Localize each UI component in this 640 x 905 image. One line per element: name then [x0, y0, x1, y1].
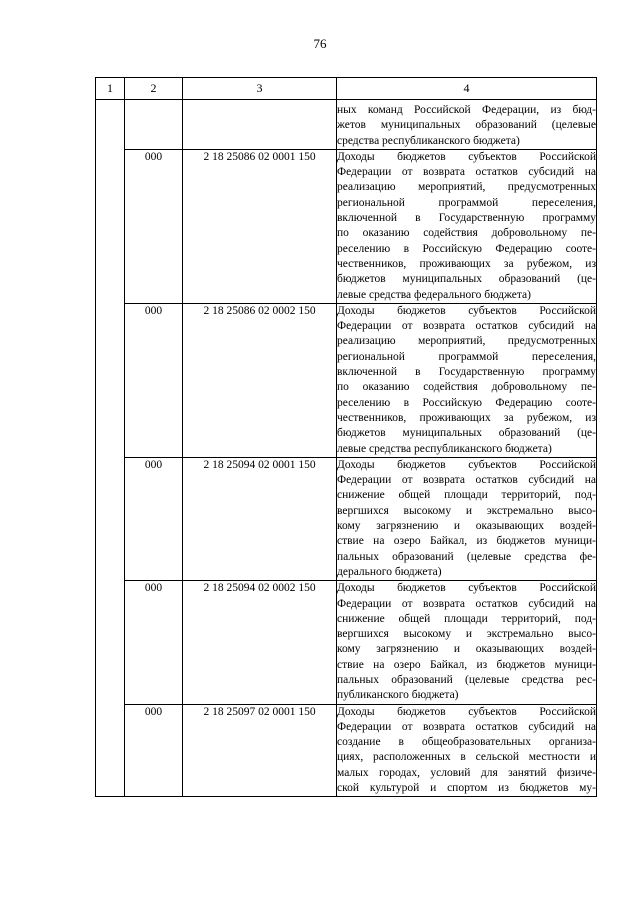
column-header-3: 3: [183, 78, 337, 100]
description-line: ных команд Российской Федерации, из бюд-: [337, 104, 596, 116]
description-line: средства республиканского бюджета): [337, 134, 520, 147]
column-header-4: 4: [337, 78, 597, 100]
table-row: [96, 457, 597, 580]
description-line: дерального бюджета): [337, 565, 442, 578]
description-line: чественников, проживающих за рубежом, из: [337, 257, 596, 270]
description-line: циях, расположенных в сельской местности и: [337, 751, 596, 764]
revenue-code-cell: 2 18 25086 02 0002 150: [183, 303, 337, 457]
description-line: жетов муниципальных образований (целевые: [337, 119, 596, 132]
description-line: кому загрязнению и оказывающих воздей-: [337, 643, 596, 656]
description-line: Федерации от возврата остатков субсидий на: [337, 474, 596, 487]
description-cell: [337, 100, 597, 150]
description-line: пальных образований (целевые средства фе-: [337, 550, 596, 563]
description-line: кому загрязнению и оказывающих воздей-: [337, 520, 596, 533]
admin-code-cell: 000: [125, 581, 183, 704]
description-line: малых городах, условий для занятий физиче-: [337, 766, 596, 779]
description-line: Доходы бюджетов субъектов Российской: [337, 582, 596, 595]
description-line: региональной программой переселения,: [337, 350, 596, 363]
description-line: реселению в Российскую Федерацию сооте-: [337, 396, 596, 409]
revenue-code-cell: 2 18 25086 02 0001 150: [183, 149, 337, 303]
description-line: пальных образований (целевые средства рес-: [337, 673, 596, 686]
description-line: левые средства федерального бюджета): [337, 288, 531, 301]
revenue-code-cell: [183, 100, 337, 150]
description-line: реселению в Российскую Федерацию сооте-: [337, 242, 596, 255]
budget-classification-table: [95, 77, 597, 797]
revenue-code-cell: 2 18 25094 02 0002 150: [183, 581, 337, 704]
group-column-cell: [96, 100, 125, 797]
revenue-code-cell: 2 18 25097 02 0001 150: [183, 704, 337, 797]
admin-code-cell: 000: [125, 149, 183, 303]
description-line: снижение общей площади территорий, под-: [337, 612, 596, 625]
description-line: ствие на озеро Байкал, из бюджетов муници-: [337, 658, 596, 671]
description-line: региональной программой переселения,: [337, 196, 596, 209]
description-cell: [337, 149, 597, 303]
column-header-1: 1: [96, 78, 125, 100]
description-line: левые средства республиканского бюджета): [337, 442, 552, 455]
description-line: ствие на озеро Байкал, из бюджетов муници-: [337, 535, 596, 548]
revenue-code-cell: 2 18 25094 02 0001 150: [183, 457, 337, 580]
admin-code-cell: 000: [125, 457, 183, 580]
description-line: Федерации от возврата остатков субсидий на: [337, 597, 596, 610]
table-row: [96, 149, 597, 303]
description-line: вергшихся высокому и экстремально высо-: [337, 628, 596, 641]
description-line: публиканского бюджета): [337, 689, 459, 702]
description-line: по оказанию содействия добровольному пе-: [337, 381, 596, 394]
page-number: 76: [313, 36, 327, 51]
table-row: [96, 581, 597, 704]
description-line: бюджетов муниципальных образований (це-: [337, 427, 596, 440]
description-line: Доходы бюджетов субъектов Российской: [337, 458, 596, 471]
table-row-continuation: [96, 100, 597, 150]
description-line: чественников, проживающих за рубежом, из: [337, 411, 596, 424]
table-body: [96, 100, 597, 797]
description-line: снижение общей площади территорий, под-: [337, 489, 596, 502]
description-line: ской культурой и спортом из бюджетов му-: [337, 782, 596, 795]
description-line: бюджетов муниципальных образований (це-: [337, 273, 596, 286]
description-line: включенной в Государственную программу: [337, 366, 596, 379]
description-cell: [337, 704, 597, 797]
admin-code-cell: 000: [125, 303, 183, 457]
description-line: вергшихся высокому и экстремально высо-: [337, 504, 596, 517]
description-line: реализацию мероприятий, предусмотренных: [337, 335, 596, 348]
admin-code-cell: 000: [125, 704, 183, 797]
column-header-2: 2: [125, 78, 183, 100]
table-header-row: [96, 78, 597, 100]
description-cell: [337, 581, 597, 704]
table-row: [96, 303, 597, 457]
description-line: включенной в Государственную программу: [337, 212, 596, 225]
description-line: Федерации от возврата остатков субсидий на: [337, 166, 596, 179]
description-line: Доходы бюджетов субъектов Российской: [337, 150, 596, 163]
description-line: по оказанию содействия добровольному пе-: [337, 227, 596, 240]
description-cell: [337, 457, 597, 580]
table-row: [96, 704, 597, 797]
admin-code-cell: [125, 100, 183, 150]
description-line: реализацию мероприятий, предусмотренных: [337, 181, 596, 194]
description-line: Доходы бюджетов субъектов Российской: [337, 705, 596, 718]
description-cell: [337, 303, 597, 457]
description-line: Федерации от возврата остатков субсидий на: [337, 320, 596, 333]
description-line: Доходы бюджетов субъектов Российской: [337, 304, 596, 317]
description-line: Федерации от возврата остатков субсидий на: [337, 720, 596, 733]
description-line: создание в общеобразовательных организа-: [337, 736, 596, 749]
